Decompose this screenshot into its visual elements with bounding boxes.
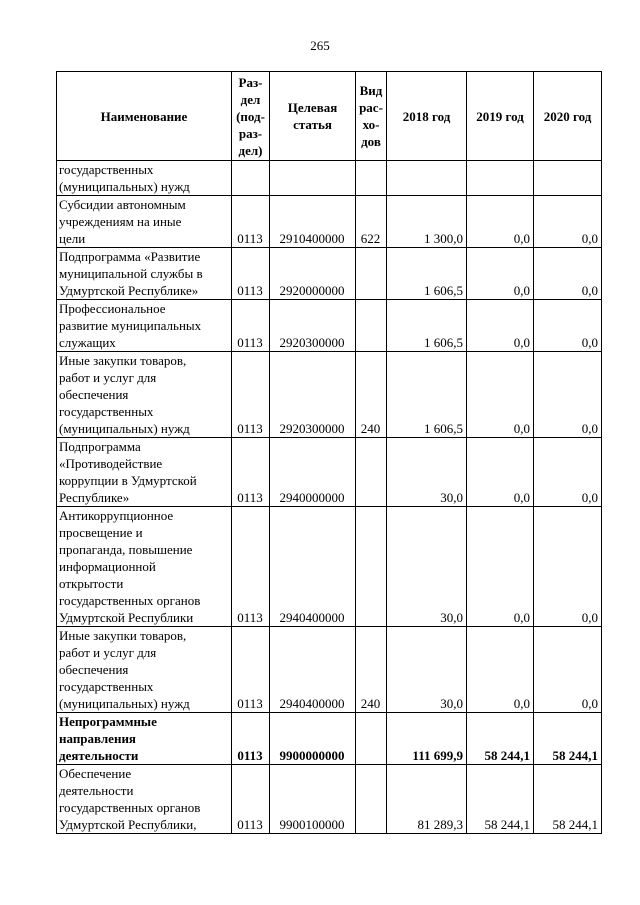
page-number: 265	[310, 38, 330, 53]
name-line: информационной	[59, 559, 156, 574]
table-row	[57, 507, 602, 627]
section-cell: 0113	[232, 507, 270, 627]
amount-2019-cell: 0,0	[467, 352, 534, 438]
name-line: учреждениям на иные	[59, 214, 182, 229]
name-line: Удмуртской Республики	[59, 610, 194, 625]
section-cell: 0113	[232, 438, 270, 507]
target-cell: 2940400000	[270, 627, 356, 713]
name-line: Профессиональное	[59, 301, 166, 316]
expense-cell	[356, 248, 387, 300]
expense-cell: 240	[356, 352, 387, 438]
amount-2020-cell: 58 244,1	[534, 713, 602, 765]
name-line: Удмуртской Республики,	[59, 817, 197, 832]
name-line: (муниципальных) нужд	[59, 421, 190, 436]
name-line: Удмуртской Республике»	[59, 283, 199, 298]
amount-2019-cell: 0,0	[467, 196, 534, 248]
amount-2020-cell: 0,0	[534, 352, 602, 438]
amount-2020-cell: 0,0	[534, 438, 602, 507]
name-line: государственных	[59, 162, 154, 177]
amount-2018-cell: 111 699,9	[387, 713, 467, 765]
header-section-line: дел)	[238, 142, 263, 158]
name-line: обеспечения	[59, 387, 129, 402]
header-target-line: Целевая	[287, 100, 338, 115]
section-cell: 0113	[232, 196, 270, 248]
name-cell	[57, 352, 232, 438]
name-line: деятельности	[59, 748, 139, 763]
expense-cell: 240	[356, 627, 387, 713]
name-line: работ и услуг для	[59, 370, 157, 385]
amount-2019-cell: 58 244,1	[467, 713, 534, 765]
target-cell: 2920000000	[270, 248, 356, 300]
name-line: работ и услуг для	[59, 645, 157, 660]
section-cell	[232, 161, 270, 196]
header-expense	[356, 72, 387, 161]
header-2019: 2019 год	[467, 72, 534, 161]
amount-2018-cell: 1 300,0	[387, 196, 467, 248]
target-cell: 9900100000	[270, 765, 356, 834]
expense-cell	[356, 161, 387, 196]
table-row	[57, 248, 602, 300]
name-cell	[57, 196, 232, 248]
name-line: «Противодействие	[59, 456, 163, 471]
budget-table	[56, 71, 602, 834]
amount-2019-cell	[467, 161, 534, 196]
header-expense-line: Вид	[359, 83, 383, 98]
section-cell: 0113	[232, 300, 270, 352]
header-expense-line: рас-	[359, 100, 383, 115]
name-line: Непрограммные	[59, 714, 157, 729]
amount-2018-cell: 30,0	[387, 438, 467, 507]
name-line: Подпрограмма	[59, 439, 141, 454]
amount-2020-cell: 58 244,1	[534, 765, 602, 834]
table-row	[57, 161, 602, 196]
header-2018: 2018 год	[387, 72, 467, 161]
name-cell	[57, 248, 232, 300]
amount-2020-cell: 0,0	[534, 248, 602, 300]
amount-2019-cell: 0,0	[467, 438, 534, 507]
table-row	[57, 438, 602, 507]
section-cell: 0113	[232, 713, 270, 765]
table-row	[57, 196, 602, 248]
name-line: государственных	[59, 679, 154, 694]
target-cell: 2920300000	[270, 352, 356, 438]
amount-2018-cell	[387, 161, 467, 196]
name-cell	[57, 507, 232, 627]
target-cell: 2940400000	[270, 507, 356, 627]
section-cell: 0113	[232, 352, 270, 438]
name-line: открытости	[59, 576, 124, 591]
name-line: развитие муниципальных	[59, 318, 202, 333]
table-row	[57, 627, 602, 713]
name-line: служащих	[59, 335, 116, 350]
amount-2018-cell: 1 606,5	[387, 248, 467, 300]
name-line: Субсидии автономным	[59, 197, 186, 212]
amount-2020-cell	[534, 161, 602, 196]
amount-2019-cell: 58 244,1	[467, 765, 534, 834]
header-row	[57, 72, 602, 161]
name-line: государственных органов	[59, 593, 201, 608]
expense-cell: 622	[356, 196, 387, 248]
header-2020: 2020 год	[534, 72, 602, 161]
name-line: Иные закупки товаров,	[59, 628, 187, 643]
header-section-line: Раз-	[238, 74, 263, 90]
name-line: цели	[59, 231, 86, 246]
amount-2018-cell: 30,0	[387, 507, 467, 627]
section-cell: 0113	[232, 765, 270, 834]
target-cell: 2920300000	[270, 300, 356, 352]
name-cell	[57, 627, 232, 713]
expense-cell	[356, 713, 387, 765]
header-section	[232, 72, 270, 161]
table-row	[57, 300, 602, 352]
section-cell: 0113	[232, 627, 270, 713]
amount-2018-cell: 1 606,5	[387, 300, 467, 352]
amount-2018-cell: 30,0	[387, 627, 467, 713]
name-line: пропаганда, повышение	[59, 542, 193, 557]
name-line: деятельности	[59, 783, 134, 798]
name-line: муниципальной службы в	[59, 266, 203, 281]
header-expense-line: хо-	[362, 117, 380, 132]
header-target	[270, 72, 356, 161]
expense-cell	[356, 438, 387, 507]
name-line: коррупции в Удмуртской	[59, 473, 197, 488]
amount-2018-cell: 1 606,5	[387, 352, 467, 438]
header-name: Наименование	[57, 72, 232, 161]
name-line: государственных органов	[59, 800, 201, 815]
name-line: просвещение и	[59, 525, 143, 540]
header-section-line: раз-	[238, 125, 263, 141]
target-cell: 2910400000	[270, 196, 356, 248]
amount-2019-cell: 0,0	[467, 300, 534, 352]
name-line: (муниципальных) нужд	[59, 696, 190, 711]
amount-2020-cell: 0,0	[534, 627, 602, 713]
target-cell	[270, 161, 356, 196]
table-row	[57, 713, 602, 765]
header-expense-line: дов	[361, 134, 381, 149]
expense-cell	[356, 507, 387, 627]
header-section-line: (под-	[236, 108, 265, 124]
section-cell: 0113	[232, 248, 270, 300]
name-line: направления	[59, 731, 136, 746]
amount-2019-cell: 0,0	[467, 248, 534, 300]
name-cell	[57, 438, 232, 507]
name-line: государственных	[59, 404, 154, 419]
target-cell: 2940000000	[270, 438, 356, 507]
name-line: Обеспечение	[59, 766, 132, 781]
amount-2020-cell: 0,0	[534, 300, 602, 352]
header-target-line: статья	[293, 117, 332, 132]
name-line: Иные закупки товаров,	[59, 353, 187, 368]
name-line: Республике»	[59, 490, 130, 505]
amount-2019-cell: 0,0	[467, 627, 534, 713]
expense-cell	[356, 300, 387, 352]
amount-2019-cell: 0,0	[467, 507, 534, 627]
amount-2018-cell: 81 289,3	[387, 765, 467, 834]
name-line: Антикоррупционное	[59, 508, 174, 523]
header-section-line: дел	[240, 91, 261, 107]
target-cell: 9900000000	[270, 713, 356, 765]
expense-cell	[356, 765, 387, 834]
name-cell	[57, 713, 232, 765]
name-line: Подпрограмма «Развитие	[59, 249, 201, 264]
amount-2020-cell: 0,0	[534, 196, 602, 248]
name-cell	[57, 161, 232, 196]
table-row	[57, 765, 602, 834]
name-cell	[57, 765, 232, 834]
name-line: (муниципальных) нужд	[59, 179, 190, 194]
name-line: обеспечения	[59, 662, 129, 677]
name-cell	[57, 300, 232, 352]
amount-2020-cell: 0,0	[534, 507, 602, 627]
table-row	[57, 352, 602, 438]
